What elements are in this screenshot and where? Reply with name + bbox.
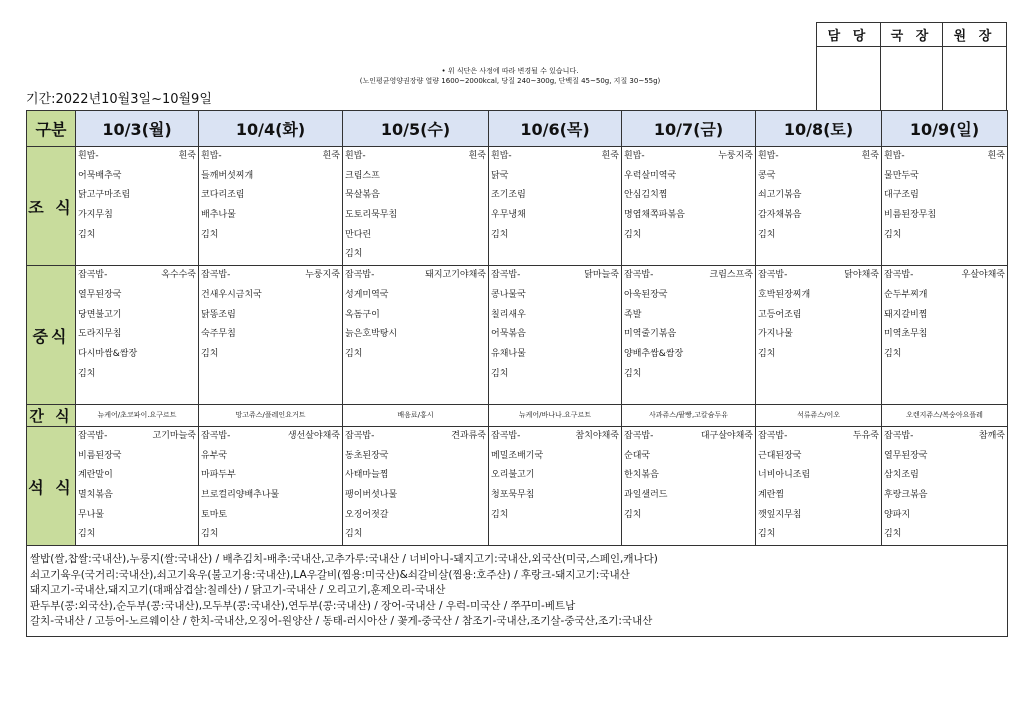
approval-sign-slot [943,47,1007,111]
menu-blank [884,245,1007,265]
lunch-cell [343,266,489,405]
porridge-label: 누룽지죽 [718,151,753,161]
menu-item: 오리불고기 [491,470,535,481]
rice-label: 흰밥- [201,151,222,161]
rice-label: 잡곡밥- [624,430,654,441]
menu-item: 김치 [884,529,902,540]
porridge-label: 생선살야채죽 [287,430,340,441]
rice-label: 잡곡밥- [624,270,654,281]
rice-label: 잡곡밥- [491,270,521,281]
menu-item: 성게미역국 [345,289,389,300]
rice-label: 잡곡밥- [345,430,375,441]
menu-item: 호박된장찌개 [758,289,811,300]
menu-item: 김치 [491,368,509,379]
origin-line: 돼지고기-국내산,돼지고기(대패삼겹살:칠레산) / 닭고기-국내산 / 오리고기,훈제오리-국내산 [30,584,446,597]
lunch-cell [76,266,199,405]
menu-item: 과일샐러드 [624,490,668,500]
rice-line [758,427,881,447]
rice-label: 흰밥- [758,151,779,161]
meal-label: 중식 [27,266,76,405]
menu-item: 계란찜 [758,490,785,500]
menu-item: 김치 [78,229,96,240]
rice-line [758,147,881,167]
lunch-cell [489,266,622,405]
menu-item: 고등어조림 [758,309,802,320]
menu-item: 김치 [201,348,219,359]
header-day: 10/7(금) [622,111,756,147]
menu-blank [884,384,1007,404]
menu-item: 토마토 [201,509,228,520]
porridge-label: 대구살야채죽 [700,430,753,441]
menu-item: 마파두부 [201,470,236,481]
menu-item: 닭국 [491,170,509,181]
menu-item: 김치 [884,229,902,240]
rice-line [884,427,1007,447]
menu-item: 가지나물 [758,329,793,340]
menu-item: 칠리새우 [491,309,526,320]
porridge-label: 흰죽 [468,151,486,161]
rice-label: 흰밥- [884,151,905,161]
rice-line [78,266,198,286]
menu-blank [201,245,342,265]
menu-item: 물만두국 [884,170,919,181]
approval-label: 원 장 [943,23,1007,47]
menu-item: 명엽채쪽파볶음 [624,210,685,221]
menu-item: 열무된장국 [884,450,928,461]
porridge-label: 누룽지죽 [305,270,340,281]
menu-item: 도라지무침 [78,329,122,340]
lunch-row [27,266,1008,405]
rice-line [201,147,342,167]
porridge-label: 두유죽 [852,430,879,441]
breakfast-cell [882,147,1008,266]
breakfast-cell [199,147,343,266]
menu-item: 메밀조배기국 [491,450,544,461]
dinner-cell [343,426,489,545]
rice-line [201,266,342,286]
rice-label: 잡곡밥- [758,270,788,281]
snack-row [27,404,1008,426]
menu-item: 동초된장국 [345,450,389,461]
rice-line [345,147,488,167]
menu-item: 크림스프 [345,170,380,181]
rice-label: 흰밥- [624,151,645,161]
menu-item: 근대된장국 [758,450,802,461]
porridge-label: 견과류죽 [451,430,486,441]
menu-item: 들깨버섯찌개 [201,170,254,181]
menu-item: 유부국 [201,450,228,461]
porridge-label: 흰죽 [322,151,340,161]
menu-item: 어묵배추국 [78,170,122,181]
menu-item: 김치 [758,529,776,540]
menu-item: 안심김치찜 [624,190,668,201]
rice-line [345,266,488,286]
origin-row [27,546,1008,637]
approval-label: 담 당 [817,23,881,47]
menu-item: 대구조림 [884,190,919,201]
menu-item: 순대국 [624,450,651,461]
menu-table [26,110,1008,637]
menu-blank [491,384,621,404]
menu-item: 깻잎지무침 [758,509,802,520]
porridge-label: 크림스프죽 [709,270,753,281]
menu-item: 김치 [624,229,642,240]
breakfast-cell [76,147,199,266]
menu-item: 오징어젓갈 [345,509,389,520]
menu-item: 옥돔구이 [345,309,380,320]
header-day: 10/4(화) [199,111,343,147]
origin-info [27,546,1008,637]
porridge-label: 참치야채죽 [575,430,619,441]
menu-item: 김치 [345,249,363,260]
rice-line [491,266,621,286]
rice-line [201,427,342,447]
lunch-cell [882,266,1008,405]
porridge-label: 닭야채죽 [844,270,879,281]
menu-item: 다시마쌈&쌈장 [78,348,138,359]
menu-item: 김치 [78,368,96,379]
notice-line: • 위 식단은 사정에 따라 변경될 수 있습니다. [441,67,579,75]
menu-blank [758,365,881,385]
menu-blank [78,245,198,265]
menu-item: 유채나물 [491,348,526,359]
meal-label: 조 식 [27,147,76,266]
notice [300,66,720,86]
menu-item: 김치 [345,529,363,540]
approval-sign-slot [817,47,881,111]
approval-sign-slot [881,47,943,111]
rice-line [345,427,488,447]
header-day: 10/8(토) [756,111,882,147]
menu-item: 김치 [884,348,902,359]
menu-item: 닭고구마조림 [78,190,131,201]
menu-item: 양배추쌈&쌈장 [624,348,684,359]
snack-cell: 사과쥬스/팥빵,고칼슘두유 [622,404,756,426]
dinner-cell [489,426,622,545]
lunch-cell [199,266,343,405]
origin-line: 쇠고기육우(국거리:국내산),쇠고기육우(불고기용:국내산),LA우갈비(찜용:미국산)&쇠갈비살(찜용:호주산) / 후랑크-돼지고기:국내산 [30,568,630,581]
rice-label: 잡곡밥- [201,270,231,281]
menu-item: 김치 [201,529,219,540]
rice-line [78,147,198,167]
dinner-row [27,426,1008,545]
porridge-label: 흰죽 [178,151,196,161]
menu-item: 돼지갈비찜 [884,309,928,320]
menu-item: 김치 [201,229,219,240]
snack-cell: 오렌지쥬스/복숭아요플레 [882,404,1008,426]
menu-item: 콩나물국 [491,289,526,300]
rice-label: 잡곡밥- [884,270,914,281]
meal-label: 간 식 [27,404,76,426]
menu-blank [758,384,881,404]
menu-item: 김치 [345,348,363,359]
menu-item: 김치 [491,509,509,520]
menu-item: 멸치볶음 [78,490,113,500]
snack-cell: 석류쥬스/이오 [756,404,882,426]
breakfast-cell [343,147,489,266]
menu-item: 브로컬리양배추나물 [201,490,280,500]
menu-item: 무나물 [78,509,105,520]
rice-label: 잡곡밥- [78,270,108,281]
menu-item: 만다린 [345,229,372,240]
menu-item: 열무된장국 [78,289,122,300]
menu-item: 족발 [624,309,642,320]
breakfast-cell [622,147,756,266]
header-row [27,111,1008,147]
menu-blank [884,365,1007,385]
rice-line [624,427,755,447]
rice-line [491,147,621,167]
menu-blank [624,384,755,404]
menu-item: 순두부찌개 [884,289,928,300]
menu-item: 비름된장국 [78,450,122,461]
menu-blank [491,525,621,545]
menu-blank [758,245,881,265]
menu-item: 김치 [758,229,776,240]
porridge-label: 흰죽 [601,151,619,161]
rice-label: 잡곡밥- [491,430,521,441]
snack-cell: 망고쥬스/플레인요거트 [199,404,343,426]
menu-item: 배추나물 [201,210,236,221]
dinner-cell [199,426,343,545]
menu-item: 청포묵무침 [491,490,535,500]
approval-label: 국 장 [881,23,943,47]
approval-box [816,22,1007,111]
menu-blank [345,384,488,404]
menu-blank [491,245,621,265]
rice-label: 잡곡밥- [201,430,231,441]
porridge-label: 흰죽 [861,151,879,161]
menu-item: 닭똥조림 [201,309,236,320]
rice-label: 잡곡밥- [884,430,914,441]
menu-item: 코다리조림 [201,190,245,201]
menu-blank [78,384,198,404]
header-day: 10/6(목) [489,111,622,147]
rice-label: 잡곡밥- [78,430,108,441]
rice-line [624,266,755,286]
period-label: 기간:2022년10월3일~10월9일 [26,92,212,107]
rice-label: 잡곡밥- [345,270,375,281]
menu-item: 팽이버섯나물 [345,490,398,500]
lunch-cell [622,266,756,405]
menu-item: 양파지 [884,509,911,520]
porridge-label: 옥수수죽 [161,270,196,281]
lunch-cell [756,266,882,405]
rice-line [78,427,198,447]
snack-cell: 뉴케어/초코파이.요구르트 [76,404,199,426]
menu-item: 늙은호박탕시 [345,329,398,340]
menu-item: 비름된장무침 [884,210,937,221]
menu-item: 계란말이 [78,470,113,481]
menu-item: 도토리묵무침 [345,210,398,221]
origin-line: 판두부(콩:외국산),순두부(콩:국내산),모두부(콩:국내산),연두부(콩:국내산) / 장어-국내산 / 우럭-미국산 / 쭈꾸미-베트남 [30,599,576,612]
menu-item: 가지무침 [78,210,113,221]
menu-item: 아욱된장국 [624,289,668,300]
menu-item: 김치 [758,348,776,359]
porridge-label: 닭마늘죽 [584,270,619,281]
menu-item: 조기조림 [491,190,526,201]
rice-line [758,266,881,286]
origin-line: 쌀밥(쌀,찹쌀:국내산),누룽지(쌀:국내산) / 배추김치-배추:국내산,고추가루:국내산 / 너비아니-돼지고기:국내산,외국산(미국,스페인,캐나다) [30,553,658,566]
menu-blank [345,365,488,385]
rice-label: 흰밥- [491,151,512,161]
menu-blank [201,384,342,404]
breakfast-cell [489,147,622,266]
dinner-cell [76,426,199,545]
menu-blank [624,245,755,265]
origin-line: 갈치-국내산 / 고등어-노르웨이산 / 한치-국내산,오징어-원양산 / 동태-러시아산 / 꽃게-중국산 / 참조기-국내산,조기살-중국산,조기:국내산 [30,615,653,628]
rice-line [884,147,1007,167]
snack-cell: 배음료/홍시 [343,404,489,426]
menu-item: 건새우시금치국 [201,289,262,300]
snack-cell: 뉴케어/바나나.요구르트 [489,404,622,426]
dinner-cell [882,426,1008,545]
meal-label: 석 식 [27,426,76,545]
menu-item: 미역초무침 [884,329,928,340]
menu-item: 너비아니조림 [758,470,811,481]
menu-item: 김치 [624,368,642,379]
menu-item: 삼치조림 [884,470,919,481]
breakfast-row [27,147,1008,266]
porridge-label: 우살야채죽 [961,270,1005,281]
header-day: 10/5(수) [343,111,489,147]
porridge-label: 돼지고기야채죽 [425,270,486,281]
rice-label: 잡곡밥- [758,430,788,441]
menu-item: 미역줄기볶음 [624,329,677,340]
rice-label: 흰밥- [345,151,366,161]
menu-item: 묵살볶음 [345,190,380,201]
menu-item: 콩국 [758,170,776,181]
header-gubun: 구분 [27,111,76,147]
menu-item: 감자채볶음 [758,210,802,221]
dinner-cell [622,426,756,545]
dinner-cell [756,426,882,545]
header-day: 10/3(월) [76,111,199,147]
menu-blank [201,365,342,385]
menu-item: 김치 [624,509,642,520]
rice-line [491,427,621,447]
rice-line [884,266,1007,286]
header-day: 10/9(일) [882,111,1008,147]
porridge-label: 흰죽 [987,151,1005,161]
breakfast-cell [756,147,882,266]
menu-item: 우무냉채 [491,210,526,221]
porridge-label: 참깨죽 [978,430,1005,441]
porridge-label: 고기마늘죽 [152,430,196,441]
menu-item: 어묵볶음 [491,329,526,340]
menu-item: 당면불고기 [78,309,122,320]
rice-label: 흰밥- [78,151,99,161]
menu-item: 우럭살미역국 [624,170,677,181]
rice-line [624,147,755,167]
menu-item: 한치볶음 [624,470,659,481]
notice-line: (노인평균영양권장량 열량 1600~2000kcal, 당질 240~300g, 단백질 45~50g, 지질 30~55g) [359,77,661,85]
menu-item: 숙주무침 [201,329,236,340]
menu-item: 후랑크볶음 [884,490,928,500]
menu-item: 김치 [78,529,96,540]
menu-item: 쇠고기볶음 [758,190,802,201]
menu-item: 사태마늘찜 [345,470,389,481]
menu-blank [624,525,755,545]
menu-item: 김치 [491,229,509,240]
